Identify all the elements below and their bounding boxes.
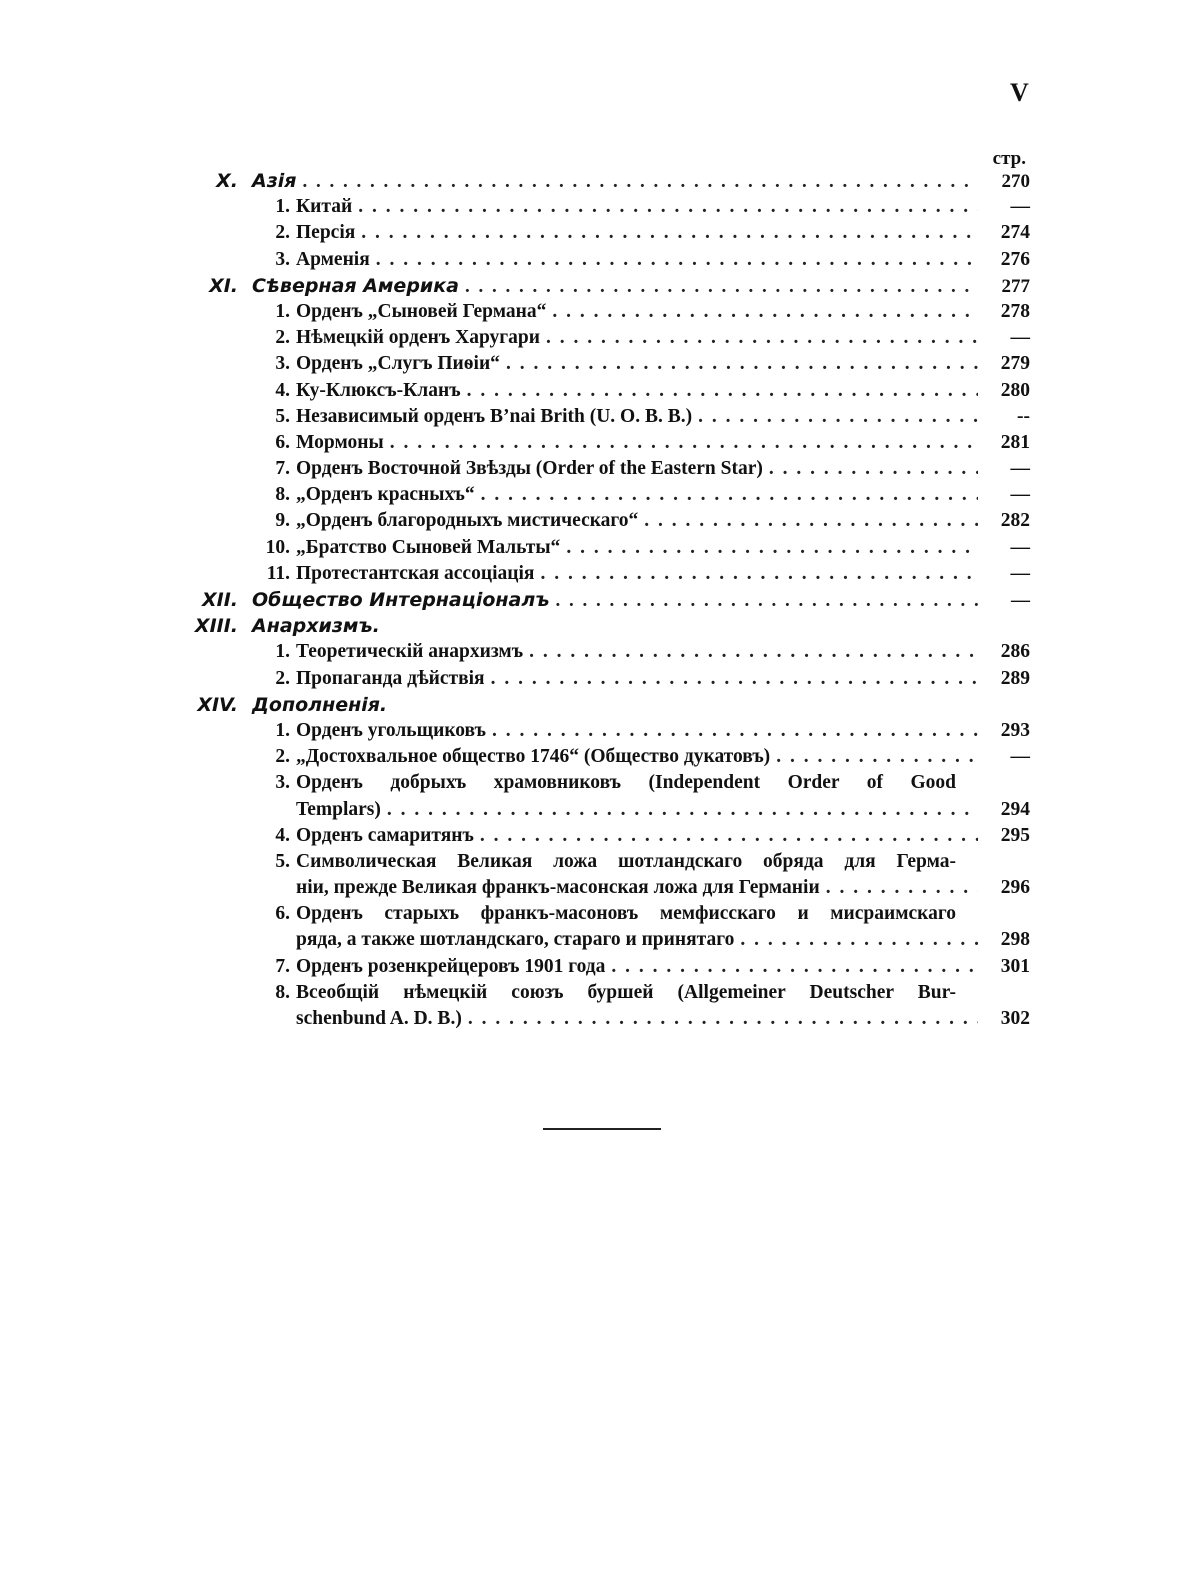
toc-item (180, 406, 1030, 432)
toc-section (180, 275, 1030, 301)
toc-entry-number: 4. (275, 824, 290, 846)
toc-item (180, 851, 1030, 877)
toc-item (180, 249, 1030, 275)
toc-entry-number: 1. (275, 196, 290, 218)
dot-leader (358, 196, 978, 218)
dot-leader (552, 301, 978, 323)
toc-entry-title: Сѣверная Америка (252, 274, 459, 297)
dot-leader (506, 353, 978, 375)
toc-item (180, 353, 1030, 379)
toc-entry-title: „Орденъ благородныхъ мистическаго“ (296, 510, 639, 532)
dot-leader (387, 799, 978, 821)
toc-item (180, 327, 1030, 353)
toc-entry-number: 1. (275, 641, 290, 663)
toc-entry-title: Орденъ „Сыновей Германа“ (296, 300, 547, 322)
toc-entry-number: 3. (275, 248, 290, 270)
page-column-label: стр. (992, 148, 1026, 169)
toc-entry-title: Орденъ розенкрейцеровъ 1901 года (296, 955, 606, 977)
dot-leader (480, 825, 978, 847)
toc-page-ref: — (1010, 196, 1030, 218)
toc-entry-number: 3. (275, 772, 290, 794)
toc-item (180, 563, 1030, 589)
toc-page-ref: 289 (1000, 667, 1030, 689)
toc-page-ref: 270 (1001, 171, 1030, 192)
dot-leader (776, 746, 978, 768)
dot-leader (540, 563, 978, 585)
toc-entry-title: ніи, прежде Великая франкъ-масонская ложа для Германіи (296, 877, 820, 899)
toc-page-ref: 302 (1000, 1008, 1030, 1029)
toc-entry-number: 1. (275, 300, 290, 322)
toc-entry-title: ряда, а также шотландскаго, стараго и принятаго (296, 929, 735, 951)
toc-page-ref: 294 (1000, 798, 1030, 820)
toc-entry-title: Азія (252, 170, 297, 192)
dot-leader (556, 590, 978, 612)
toc-entry-title: Орденъ „Слугъ Пиѳіи“ (296, 353, 500, 375)
toc-item (180, 641, 1030, 667)
toc-item (180, 380, 1030, 406)
toc-entry-number: 5. (275, 850, 290, 872)
toc-entry-number: 7. (275, 955, 290, 977)
toc-entry-title: Дополненія. (252, 693, 388, 716)
toc-entry-title: Мормоны (296, 431, 384, 453)
toc-page-ref: 301 (1000, 955, 1030, 977)
toc-page-ref: 296 (1000, 877, 1030, 899)
toc-item-continuation (180, 877, 1030, 903)
toc-entry-title: Орденъ самаритянъ (296, 824, 474, 846)
toc-page-ref: 280 (1000, 379, 1030, 401)
toc-section (180, 615, 1030, 641)
toc-entry-number: XII. (201, 589, 238, 611)
toc-entry-number: 2. (275, 222, 290, 244)
toc-page-ref: — (1010, 746, 1030, 768)
toc-item (180, 720, 1030, 746)
toc-page-ref: — (1010, 327, 1030, 349)
toc-entry-number: 6. (275, 431, 290, 453)
table-of-contents (180, 148, 1030, 1034)
toc-entry-title: Нѣмецкій орденъ Харугари (296, 327, 540, 349)
toc-entry-number: 2. (275, 327, 290, 349)
toc-entry-title: Орденъ добрыхъ храмовниковъ (Independent Order of Good (296, 772, 956, 794)
toc-item (180, 458, 1030, 484)
toc-entry-number: 2. (275, 667, 290, 689)
toc-page-ref: 281 (1000, 431, 1030, 453)
toc-page-ref: 286 (1000, 641, 1030, 663)
toc-entry-number: 6. (275, 903, 290, 925)
toc-item (180, 772, 1030, 798)
toc-item (180, 510, 1030, 536)
toc-item (180, 956, 1030, 982)
dot-leader (826, 877, 978, 899)
toc-entry-title: Общество Интернаціоналъ (252, 589, 550, 611)
toc-entry-title: Всеобщій нѣмецкій союзъ буршей (Allgemeiner Deutscher Bur- (296, 981, 956, 1003)
toc-item (180, 903, 1030, 929)
page-number: V (1010, 78, 1029, 107)
dot-leader (376, 249, 978, 271)
toc-page-ref: — (1010, 484, 1030, 506)
toc-entry-number: XI. (209, 274, 238, 297)
toc-item-continuation (180, 929, 1030, 955)
toc-entry-number: 1. (275, 719, 290, 741)
toc-entry-number: 3. (275, 353, 290, 375)
closing-rule (543, 1128, 661, 1130)
toc-section (180, 694, 1030, 720)
toc-page-ref: 277 (1001, 275, 1030, 297)
toc-page-ref: -- (1017, 405, 1030, 427)
toc-entry-title: Анархизмъ. (252, 615, 380, 638)
toc-page-ref: — (1010, 536, 1030, 558)
dot-leader (465, 276, 978, 298)
toc-item (180, 432, 1030, 458)
toc-entry-title: Орденъ Восточной Звѣзды (Order of the Eastern Star) (296, 458, 763, 480)
toc-entry-number: X. (216, 170, 238, 192)
toc-page-ref: 276 (1000, 248, 1030, 270)
toc-entry-title: Протестантская ассоціація (296, 562, 535, 584)
toc-entry-title: Ку-Клюксъ-Кланъ (296, 379, 461, 401)
toc-entry-number: 5. (275, 405, 290, 427)
toc-entry-title: Templars) (296, 798, 381, 820)
toc-page-ref: 278 (1000, 300, 1030, 322)
dot-leader (769, 458, 978, 480)
toc-entry-number: 8. (275, 484, 290, 506)
dot-leader (546, 327, 978, 349)
toc-page-ref: — (1010, 458, 1030, 480)
toc-page-ref: 293 (1000, 719, 1030, 741)
dot-leader (467, 380, 978, 402)
toc-entry-number: 11. (266, 562, 290, 584)
toc-item (180, 537, 1030, 563)
toc-entry-number: XIV. (197, 693, 238, 716)
toc-item-continuation (180, 799, 1030, 825)
dot-leader (740, 929, 978, 951)
dot-leader (390, 432, 978, 454)
dot-leader (611, 956, 978, 978)
dot-leader (468, 1008, 978, 1030)
toc-entry-number: 8. (275, 981, 290, 1003)
toc-page-ref: — (1011, 590, 1030, 611)
dot-leader (492, 720, 978, 742)
dot-leader (361, 222, 978, 244)
toc-entry-title: „Достохвальное общество 1746“ (Общество дукатовъ) (296, 746, 771, 768)
toc-entry-title: Арменія (296, 248, 370, 270)
toc-entry-number: 2. (275, 746, 290, 768)
toc-entry-title: Символическая Великая ложа шотландскаго обряда для Герма- (296, 850, 956, 872)
toc-page-ref: 298 (1000, 929, 1030, 951)
dot-leader (302, 171, 978, 193)
toc-item (180, 301, 1030, 327)
toc-item (180, 668, 1030, 694)
toc-entry-title: Персія (296, 222, 356, 244)
toc-entry-title: Теоретическій анархизмъ (296, 641, 524, 663)
dot-leader (481, 484, 978, 506)
dot-leader (644, 510, 978, 532)
toc-section (180, 589, 1030, 615)
toc-entry-title: Орденъ старыхъ франкъ-масоновъ мемфисскаго и мисраимскаго (296, 903, 956, 925)
toc-page-ref: — (1010, 562, 1030, 584)
toc-entry-title: Пропаганда дѣйствія (296, 667, 485, 689)
toc-section (180, 170, 1030, 196)
toc-item (180, 825, 1030, 851)
toc-item (180, 196, 1030, 222)
toc-page-ref: 279 (1000, 353, 1030, 375)
toc-entry-title: Независимый орденъ B’nai Brith (U. O. B. B.) (296, 405, 693, 427)
toc-entry-title: Китай (296, 196, 353, 218)
toc-page-ref: 282 (1000, 510, 1030, 532)
dot-leader (698, 406, 978, 428)
toc-entry-number: 7. (275, 458, 290, 480)
toc-entry-number: 9. (275, 510, 290, 532)
toc-item (180, 484, 1030, 510)
toc-entry-number: 10. (265, 536, 290, 558)
toc-item (180, 222, 1030, 248)
toc-item (180, 982, 1030, 1008)
dot-leader (529, 641, 978, 663)
toc-entry-number: 4. (275, 379, 290, 401)
toc-page-ref: 295 (1000, 824, 1030, 846)
toc-entry-title: „Орденъ красныхъ“ (296, 484, 475, 506)
toc-page-ref: 274 (1000, 222, 1030, 244)
toc-entry-number: XIII. (194, 615, 238, 638)
dot-leader (566, 537, 978, 559)
toc-item-continuation (180, 1008, 1030, 1034)
toc-item (180, 746, 1030, 772)
dot-leader (491, 668, 978, 690)
toc-entry-title: „Братство Сыновей Мальты“ (296, 536, 561, 558)
toc-lines (180, 170, 1030, 1034)
toc-entry-title: Орденъ угольщиковъ (296, 719, 486, 741)
toc-entry-title: schenbund A. D. B.) (296, 1008, 462, 1029)
